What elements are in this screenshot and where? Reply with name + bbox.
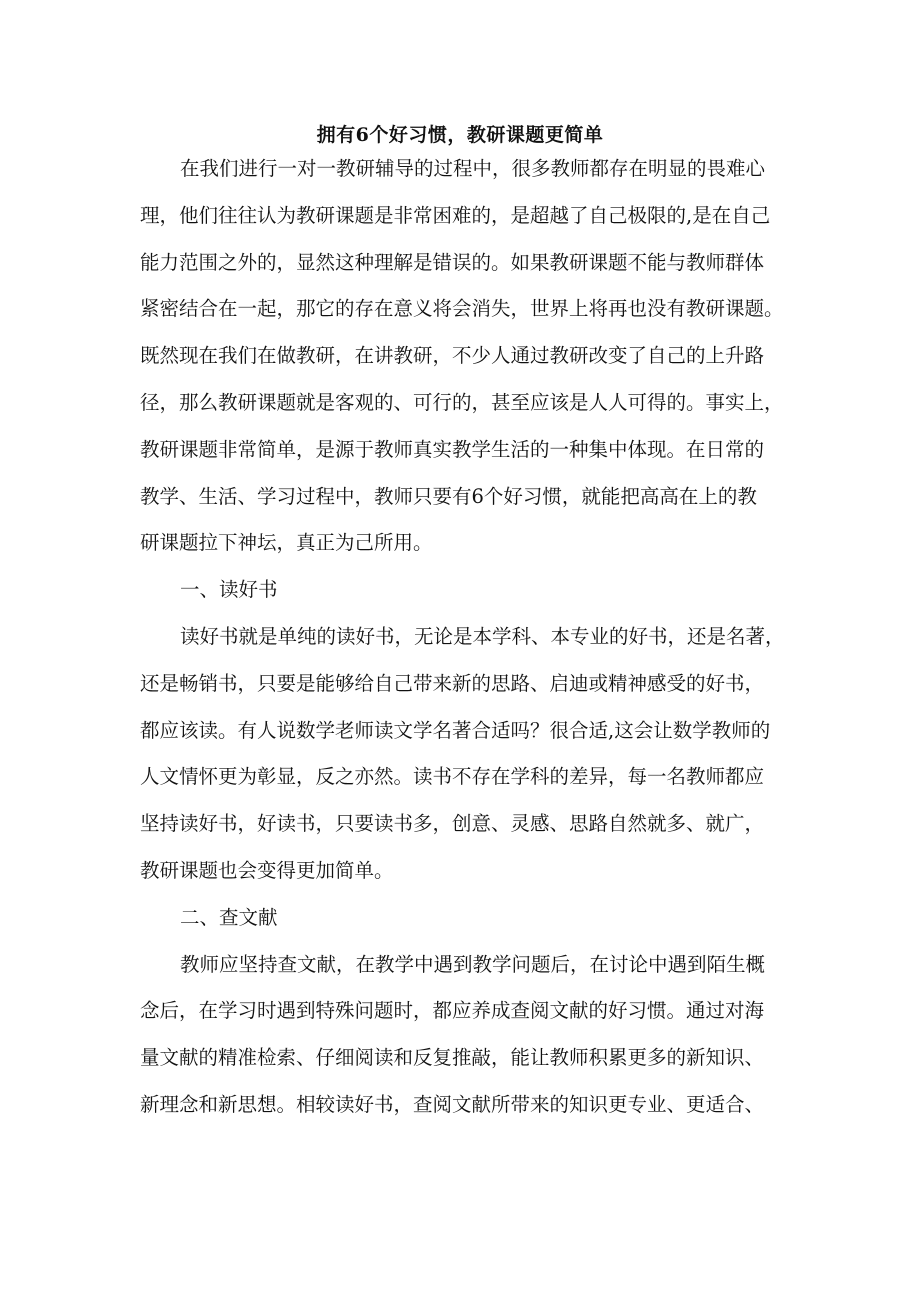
text-line: 量文献的精准检索、仔细阅读和反复推敲，能让教师积累更多的新知识、 [140,1046,765,1070]
text-line: 径，那么教研课题就是客观的、可行的，甚至应该是人人可得的。事实上， [140,391,784,414]
text-line: 研课题拉下神坛，真正为己所用。 [140,531,433,555]
text-line: 既然现在我们在做教研，在讲教研，不少人通过教研改变了自己的上升路 [140,344,765,368]
text-line: 二、查文献 [180,905,278,929]
text-line: 坚持读好书，好读书，只要读书多，创意、灵感、思路自然就多、就广， [140,812,765,836]
text-line: 人文情怀更为彰显，反之亦然。读书不存在学科的差异，每一名教师都应 [140,765,765,789]
text-line: 在我们进行一对一教研辅导的过程中，很多教师都存在明显的畏难心 [180,157,766,180]
text-line: 教研课题也会变得更加简单。 [140,859,394,882]
text-line: 理，他们往往认为教研课题是非常困难的，是超越了自己极限的,是在自己 [140,203,771,227]
text-line: 教师应坚持查文献，在教学中遇到教学问题后，在讨论中遇到陌生概 [180,952,766,976]
document-title: 拥有6个好习惯，教研课题更简单 [316,124,604,146]
text-line: 教学、生活、学习过程中，教师只要有6个好习惯，就能把高高在上的教 [140,484,757,508]
text-line: 能力范围之外的，显然这种理解是错误的。如果教研课题不能与教师群体 [140,250,765,274]
text-line: 念后，在学习时遇到特殊问题时，都应养成查阅文献的好习惯。通过对海 [140,999,765,1023]
text-line: 紧密结合在一起，那它的存在意义将会消失，世界上将再也没有教研课题。 [140,297,784,321]
text-line: 新理念和新思想。相较读好书，查阅文献所带来的知识更专业、更适合、 [140,1093,765,1116]
text-line: 一、读好书 [180,578,278,602]
text-line: 都应该读。有人说数学老师读文学名著合适吗？很合适,这会让数学教师的 [140,718,771,742]
text-line: 还是畅销书，只要是能够给自己带来新的思路、启迪或精神感受的好书， [140,671,765,695]
text-line: 读好书就是单纯的读好书，无论是本学科、本专业的好书，还是名著， [180,625,785,648]
text-line: 教研课题非常简单，是源于教师真实教学生活的一种集中体现。在日常的 [140,437,765,461]
